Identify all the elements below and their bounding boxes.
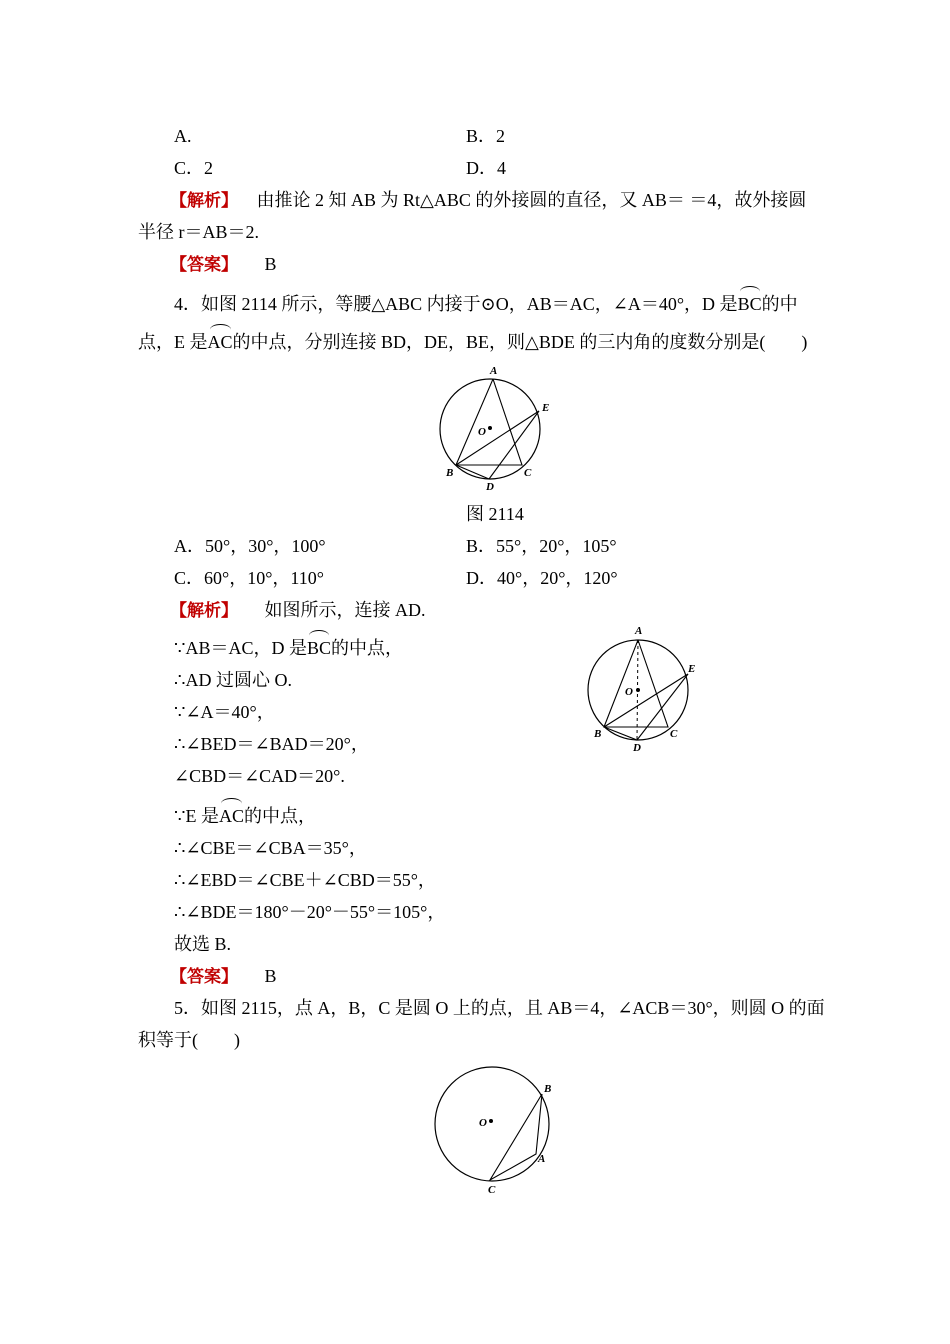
center-dot [488,426,492,430]
label-b: B [594,728,602,740]
segment-bd [456,465,489,479]
label-o: O [478,426,486,438]
label-c: C [670,728,678,740]
label-o: O [625,686,633,698]
solution-step: 故选 B. [174,934,232,954]
arc-bc: BC [306,638,331,658]
q4-stem-line1 [174,292,798,316]
q4-answer [170,964,277,989]
q4-option-a: A．50°，30°，100° [174,536,326,556]
q4-option-c: C．60°，10°，110° [174,568,324,588]
q3-answer-value: B [264,254,277,274]
figure-caption: 图 2114 [466,504,524,524]
triangle-abc [604,640,668,727]
q3-analysis [170,188,806,213]
q4-analysis [170,598,426,623]
solution-step: ∴∠EBD＝∠CBE＋∠CBD＝55°， [174,870,436,890]
solution-step [174,636,403,660]
label-o: O [479,1117,487,1129]
label-e: E [688,663,696,675]
arc-ac: AC [218,806,244,826]
segment-de [637,674,688,740]
step-text: 的中点， [330,638,403,658]
solution-figure [584,624,704,754]
label-e: E [542,402,550,414]
answer-tag: 【答案】 [170,255,238,275]
q4-stem-part: 4．如图 2114 所示，等腰△ABC 内接于⊙O，AB＝AC，∠A＝40°，D 是 [174,294,738,314]
triangle-abc [456,379,522,465]
figure-2115 [430,1062,560,1202]
q5-stem-line2: 积等于( ) [138,1030,240,1050]
q4-stem-part: 的中 [761,294,798,314]
q4-stem-part: 的中点，分别连接 BD，DE，BE，则△BDE 的三内角的度数分别是( ) [232,332,808,352]
q4-analysis-intro: 如图所示，连接 AD. [264,600,426,620]
center-dot [636,688,640,692]
step-text: ∵AB＝AC，D 是 [174,638,307,658]
q3-analysis-line2: 半径 r＝AB＝2. [138,222,259,242]
arc-bc: BC [737,294,762,314]
figure-2114 [436,364,556,494]
label-d: D [486,481,494,493]
analysis-tag: 【解析】 [170,601,238,621]
label-a: A [490,365,498,377]
segment-be [604,674,688,727]
analysis-tag: 【解析】 [170,191,238,211]
circle [435,1067,552,1181]
solution-step: ∴AD 过圆心 O. [174,670,292,690]
q3-analysis-text: 由推论 2 知 AB 为 Rt△ABC 的外接圆的直径，又 AB＝ ＝4，故外接圆 [256,190,807,210]
step-text: ∵E 是 [174,806,219,826]
label-a: A [538,1153,546,1165]
label-a: A [635,625,643,637]
solution-step [174,804,316,828]
label-c: C [524,467,532,479]
q4-answer-value: B [264,966,277,986]
segment-be [456,411,539,465]
answer-tag: 【答案】 [170,967,238,987]
step-text: 的中点， [243,806,316,826]
q3-option-a: A. [174,126,192,146]
solution-step: ∴∠BED＝∠BAD＝20°， [174,734,369,754]
solution-step: ∴∠CBE＝∠CBA＝35°， [174,838,367,858]
triangle-abc [490,1094,542,1180]
label-b: B [446,467,454,479]
segment-de [489,411,539,479]
solution-step: ∠CBD＝∠CAD＝20°. [174,766,345,786]
solution-step: ∴∠BDE＝180°－20°－55°＝105°， [174,902,446,922]
q5-stem-line1: 5．如图 2115，点 A，B，C 是圆 O 上的点，且 AB＝4，∠ACB＝30°，则圆 O 的面 [174,998,825,1018]
q4-stem-line2 [138,330,807,354]
label-c: C [488,1184,496,1196]
q4-stem-part: 点，E 是 [138,332,208,352]
q4-option-b: B．55°，20°，105° [466,536,617,556]
q3-answer [170,252,277,277]
q3-option-d: D．4 [466,158,506,178]
arc-ac: AC [207,332,233,352]
q3-option-b: B．2 [466,126,506,146]
segment-bd [604,727,637,740]
center-dot [489,1119,493,1123]
solution-step: ∵∠A＝40°， [174,702,275,722]
q4-option-d: D．40°，20°，120° [466,568,618,588]
q3-option-c: C．2 [174,158,214,178]
label-b: B [544,1083,552,1095]
label-d: D [633,742,641,754]
